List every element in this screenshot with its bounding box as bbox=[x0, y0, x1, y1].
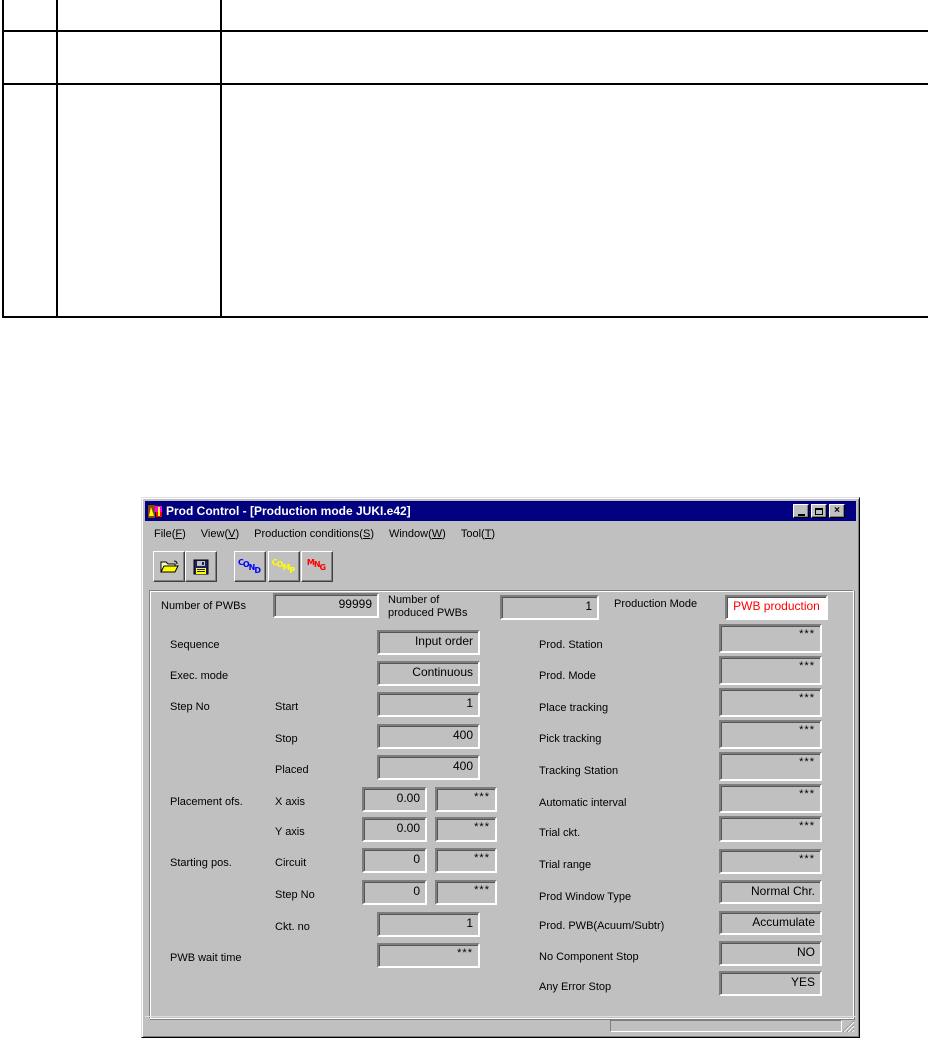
prod-station-field[interactable]: *** bbox=[719, 624, 822, 653]
any-error-stop-label: Any Error Stop bbox=[539, 981, 612, 993]
y-axis-label: Y axis bbox=[275, 826, 305, 838]
maximize-button[interactable] bbox=[811, 504, 827, 518]
prod-pwb-acuum-subtr-label: Prod. PWB(Acuum/Subtr) bbox=[539, 920, 665, 932]
production-mode-label: Production Mode bbox=[614, 598, 698, 610]
starting-pos-label: Starting pos. bbox=[170, 857, 232, 869]
mng-button-label: MNG bbox=[306, 558, 327, 572]
exec-mode-field[interactable]: Continuous bbox=[377, 661, 480, 686]
maximize-icon bbox=[815, 508, 823, 515]
resize-grip[interactable] bbox=[842, 1020, 855, 1033]
prod-pwb-acuum-subtr-field[interactable]: Accumulate bbox=[719, 911, 822, 935]
exec-mode-label: Exec. mode bbox=[170, 670, 229, 682]
prod-mode-label: Prod. Mode bbox=[539, 670, 596, 682]
trial-range-label: Trial range bbox=[539, 859, 592, 871]
cond-button-label: COND bbox=[237, 558, 262, 575]
trial-range-field[interactable]: *** bbox=[719, 849, 822, 874]
x-axis-label: X axis bbox=[275, 796, 305, 808]
menu-window[interactable]: Window(W) bbox=[388, 528, 446, 540]
menu-production-conditions[interactable]: Production conditions(S) bbox=[254, 528, 374, 540]
ckt-no-field[interactable]: 1 bbox=[377, 912, 480, 937]
no-component-stop-field[interactable]: NO bbox=[719, 941, 822, 966]
close-button[interactable] bbox=[829, 504, 845, 518]
table-border bbox=[2, 30, 928, 32]
number-of-pwbs-label: Number of PWBs bbox=[161, 600, 246, 612]
cond-button[interactable] bbox=[234, 551, 266, 582]
start-label: Start bbox=[275, 701, 299, 713]
close-icon: × bbox=[834, 505, 840, 516]
step-placed-field[interactable]: 400 bbox=[377, 755, 480, 780]
stop-label: Stop bbox=[275, 733, 298, 745]
placed-label: Placed bbox=[275, 764, 309, 776]
x-axis-status-field[interactable]: *** bbox=[435, 787, 497, 812]
any-error-stop-field[interactable]: YES bbox=[719, 971, 822, 996]
y-axis-field[interactable]: 0.00 bbox=[362, 817, 427, 842]
table-border bbox=[56, 0, 58, 318]
open-file-button[interactable] bbox=[153, 551, 185, 582]
table-border bbox=[2, 0, 4, 318]
prod-mode-field[interactable]: *** bbox=[719, 656, 822, 685]
tracking-station-field[interactable]: *** bbox=[719, 752, 822, 781]
placement-ofs-label: Placement ofs. bbox=[170, 796, 243, 808]
prod-control-window bbox=[141, 497, 860, 1038]
minimize-button[interactable] bbox=[793, 504, 809, 518]
mng-button[interactable] bbox=[301, 551, 333, 582]
sequence-label: Sequence bbox=[170, 639, 220, 651]
automatic-interval-label: Automatic interval bbox=[539, 797, 627, 809]
production-form-panel bbox=[149, 590, 854, 1019]
minimize-icon bbox=[798, 514, 805, 516]
prod-window-type-label: Prod Window Type bbox=[539, 891, 632, 903]
ckt-no-label: Ckt. no bbox=[275, 921, 310, 933]
save-button[interactable] bbox=[185, 551, 217, 582]
save-floppy-icon bbox=[193, 559, 209, 575]
table-border bbox=[2, 316, 928, 318]
table-border bbox=[2, 83, 928, 85]
prod-station-label: Prod. Station bbox=[539, 639, 603, 651]
produced-pwbs-label: Number of produced PWBs bbox=[388, 594, 468, 619]
comp-button[interactable] bbox=[268, 551, 300, 582]
y-axis-status-field[interactable]: *** bbox=[435, 817, 497, 842]
menu-tool[interactable]: Tool(T) bbox=[460, 528, 496, 540]
step-start-field[interactable]: 1 bbox=[377, 692, 480, 717]
circuit-label: Circuit bbox=[275, 857, 307, 869]
sequence-field[interactable]: Input order bbox=[377, 630, 480, 655]
status-bar bbox=[145, 1016, 856, 1034]
status-panel bbox=[610, 1020, 842, 1032]
produced-pwbs-field[interactable]: 1 bbox=[500, 595, 599, 620]
pwb-wait-time-field[interactable]: *** bbox=[377, 943, 480, 968]
menu-bar bbox=[146, 524, 855, 544]
place-tracking-label: Place tracking bbox=[539, 702, 609, 714]
circuit-status-field[interactable]: *** bbox=[435, 848, 497, 873]
step-stop-field[interactable]: 400 bbox=[377, 724, 480, 749]
table-border bbox=[220, 0, 222, 318]
open-folder-icon bbox=[159, 559, 179, 575]
title-bar[interactable] bbox=[145, 501, 856, 521]
automatic-interval-field[interactable]: *** bbox=[719, 784, 822, 813]
app-icon bbox=[147, 504, 163, 519]
toolbar bbox=[146, 549, 855, 586]
tracking-station-label: Tracking Station bbox=[539, 765, 619, 777]
pick-tracking-label: Pick tracking bbox=[539, 733, 602, 745]
trial-ckt-label: Trial ckt. bbox=[539, 827, 581, 839]
window-title: Prod Control - [Production mode JUKI.e42] bbox=[166, 504, 411, 518]
pick-tracking-field[interactable]: *** bbox=[719, 720, 822, 749]
prod-window-type-field[interactable]: Normal Chr. bbox=[719, 880, 822, 904]
step-no-label: Step No bbox=[170, 701, 210, 713]
starting-step-no-label: Step No bbox=[275, 889, 315, 901]
starting-step-no-status-field[interactable]: *** bbox=[435, 880, 497, 905]
menu-file[interactable]: File(F) bbox=[154, 528, 186, 540]
number-of-pwbs-field[interactable]: 99999 bbox=[273, 593, 379, 618]
no-component-stop-label: No Component Stop bbox=[539, 951, 639, 963]
circuit-field[interactable]: 0 bbox=[362, 848, 427, 873]
trial-ckt-field[interactable]: *** bbox=[719, 816, 822, 842]
menu-view[interactable]: View(V) bbox=[200, 528, 240, 540]
place-tracking-field[interactable]: *** bbox=[719, 688, 822, 717]
starting-step-no-field[interactable]: 0 bbox=[362, 880, 427, 905]
pwb-wait-time-label: PWB wait time bbox=[170, 952, 242, 964]
x-axis-field[interactable]: 0.00 bbox=[362, 787, 427, 812]
production-mode-field[interactable]: PWB production bbox=[725, 595, 828, 620]
comp-button-label: COMP bbox=[271, 558, 296, 575]
